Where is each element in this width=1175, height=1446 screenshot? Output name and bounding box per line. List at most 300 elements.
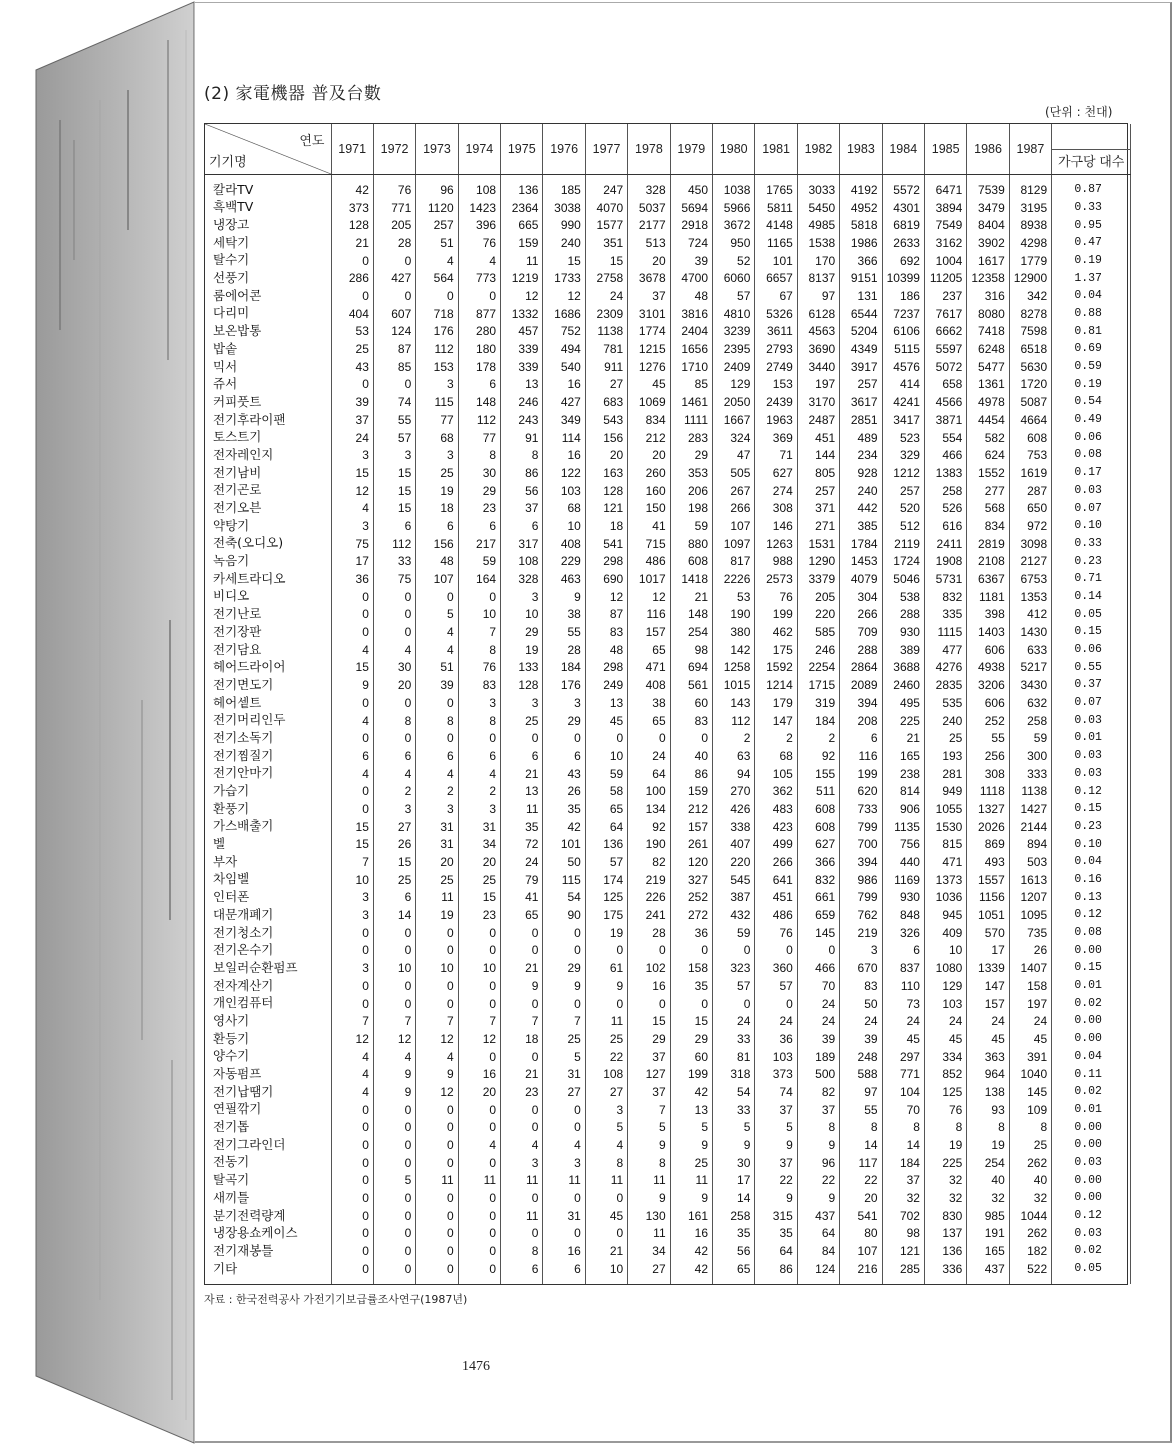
count-cell: 0 [331, 606, 373, 624]
count-cell: 153 [416, 358, 458, 376]
table-row [205, 782, 1131, 800]
count-cell: 0 [501, 729, 543, 747]
count-cell: 814 [882, 782, 924, 800]
count-cell: 535 [924, 694, 966, 712]
per-household-cell: 0.00 [1052, 1012, 1131, 1030]
count-cell: 3479 [967, 199, 1009, 217]
count-cell: 1115 [924, 623, 966, 641]
table-row [205, 995, 1131, 1013]
count-cell: 493 [967, 853, 1009, 871]
count-cell: 1120 [416, 199, 458, 217]
count-cell: 6 [882, 942, 924, 960]
per-household-cell: 0.23 [1052, 552, 1131, 570]
count-cell: 258 [924, 482, 966, 500]
count-cell: 373 [331, 199, 373, 217]
table-row [205, 535, 1131, 553]
count-cell: 338 [713, 818, 755, 836]
count-cell: 0 [458, 942, 500, 960]
count-cell: 328 [501, 570, 543, 588]
count-cell: 45 [924, 1030, 966, 1048]
count-cell: 0 [458, 995, 500, 1013]
per-household-cell: 0.81 [1052, 323, 1131, 341]
count-cell: 272 [670, 906, 712, 924]
count-cell: 56 [713, 1242, 755, 1260]
count-cell: 199 [670, 1065, 712, 1083]
count-cell: 4 [458, 765, 500, 783]
count-cell: 110 [882, 977, 924, 995]
count-cell: 483 [755, 800, 797, 818]
count-cell: 25 [670, 1154, 712, 1172]
count-cell: 20 [585, 446, 627, 464]
appliance-name: 차임벨 [205, 871, 331, 889]
count-cell: 1290 [797, 552, 839, 570]
count-cell: 24 [797, 1012, 839, 1030]
count-cell: 24 [1009, 1012, 1051, 1030]
count-cell: 511 [797, 782, 839, 800]
count-cell: 4 [416, 252, 458, 270]
count-cell: 11 [628, 1225, 670, 1243]
count-cell: 176 [543, 676, 585, 694]
count-cell: 16 [670, 1225, 712, 1243]
count-cell: 6 [416, 517, 458, 535]
count-cell: 624 [967, 446, 1009, 464]
count-cell: 15 [543, 252, 585, 270]
count-cell: 0 [458, 924, 500, 942]
count-cell: 76 [755, 924, 797, 942]
count-cell: 51 [416, 659, 458, 677]
table-row [205, 1065, 1131, 1083]
count-cell: 11 [501, 800, 543, 818]
count-cell: 3417 [882, 411, 924, 429]
per-household-cell: 0.00 [1052, 942, 1131, 960]
count-cell: 437 [797, 1207, 839, 1225]
count-cell: 373 [755, 1065, 797, 1083]
count-cell: 4 [373, 1048, 415, 1066]
count-cell: 4664 [1009, 411, 1051, 429]
count-cell: 3894 [924, 199, 966, 217]
appliance-name: 환등기 [205, 1030, 331, 1048]
appliance-name: 분기전력량계 [205, 1207, 331, 1225]
count-cell: 412 [1009, 606, 1051, 624]
count-cell: 2404 [670, 323, 712, 341]
count-cell: 9 [585, 977, 627, 995]
count-cell: 182 [1009, 1242, 1051, 1260]
count-cell: 59 [1009, 729, 1051, 747]
count-cell: 380 [713, 623, 755, 641]
count-cell: 249 [585, 676, 627, 694]
count-cell: 4938 [967, 659, 1009, 677]
count-cell: 8 [628, 1154, 670, 1172]
count-cell: 540 [543, 358, 585, 376]
count-cell: 3 [501, 588, 543, 606]
count-cell: 466 [924, 446, 966, 464]
per-household-cell: 0.06 [1052, 429, 1131, 447]
year-header: 1980 [713, 124, 755, 175]
count-cell: 184 [797, 712, 839, 730]
count-cell: 65 [713, 1260, 755, 1284]
table-row [205, 800, 1131, 818]
count-cell: 163 [585, 464, 627, 482]
count-cell: 36 [755, 1030, 797, 1048]
count-cell: 198 [670, 499, 712, 517]
count-cell: 246 [797, 641, 839, 659]
count-cell: 607 [373, 305, 415, 323]
count-cell: 160 [628, 482, 670, 500]
count-cell: 36 [331, 570, 373, 588]
count-cell: 81 [713, 1048, 755, 1066]
count-cell: 702 [882, 1207, 924, 1225]
count-cell: 1339 [967, 959, 1009, 977]
count-cell: 6 [501, 747, 543, 765]
count-cell: 0 [331, 995, 373, 1013]
count-cell: 12 [501, 287, 543, 305]
appliance-name: 카세트라디오 [205, 570, 331, 588]
count-cell: 34 [458, 835, 500, 853]
count-cell: 270 [713, 782, 755, 800]
count-cell: 39 [416, 676, 458, 694]
count-cell: 15 [458, 889, 500, 907]
count-cell: 220 [713, 853, 755, 871]
count-cell: 108 [458, 175, 500, 199]
table-row [205, 1101, 1131, 1119]
count-cell: 53 [331, 323, 373, 341]
count-cell: 3239 [713, 323, 755, 341]
count-cell: 6753 [1009, 570, 1051, 588]
count-cell: 2177 [628, 216, 670, 234]
count-cell: 220 [797, 606, 839, 624]
count-cell: 0 [331, 977, 373, 995]
count-cell: 257 [797, 482, 839, 500]
count-cell: 1097 [713, 535, 755, 553]
count-cell: 52 [713, 252, 755, 270]
count-cell: 0 [755, 942, 797, 960]
count-cell: 906 [882, 800, 924, 818]
per-household-cell: 0.33 [1052, 535, 1131, 553]
table-row [205, 835, 1131, 853]
count-cell: 280 [458, 323, 500, 341]
count-cell: 257 [840, 376, 882, 394]
count-cell: 64 [585, 818, 627, 836]
count-cell: 499 [755, 835, 797, 853]
count-cell: 2119 [882, 535, 924, 553]
count-cell: 869 [967, 835, 1009, 853]
count-cell: 5 [755, 1118, 797, 1136]
count-cell: 25 [1009, 1136, 1051, 1154]
count-cell: 24 [585, 287, 627, 305]
count-cell: 199 [840, 765, 882, 783]
count-cell: 112 [373, 535, 415, 553]
count-cell: 389 [882, 641, 924, 659]
count-cell: 773 [458, 269, 500, 287]
count-cell: 4 [331, 712, 373, 730]
count-cell: 585 [797, 623, 839, 641]
per-household-cell: 0.02 [1052, 1242, 1131, 1260]
count-cell: 6 [543, 747, 585, 765]
count-cell: 15 [331, 818, 373, 836]
count-cell: 409 [924, 924, 966, 942]
count-cell: 877 [458, 305, 500, 323]
count-cell: 243 [501, 411, 543, 429]
count-cell: 19 [501, 641, 543, 659]
count-cell: 4 [373, 641, 415, 659]
count-cell: 252 [670, 889, 712, 907]
appliance-name: 칼라TV [205, 175, 331, 199]
count-cell: 440 [882, 853, 924, 871]
count-cell: 0 [373, 287, 415, 305]
count-cell: 84 [797, 1242, 839, 1260]
count-cell: 112 [713, 712, 755, 730]
count-cell: 3162 [924, 234, 966, 252]
per-household-cell: 0.12 [1052, 782, 1131, 800]
count-cell: 41 [501, 889, 543, 907]
count-cell: 0 [501, 1225, 543, 1243]
count-cell: 817 [713, 552, 755, 570]
count-cell: 8278 [1009, 305, 1051, 323]
table-row [205, 694, 1131, 712]
count-cell: 3 [373, 446, 415, 464]
appliance-name: 전기머리인두 [205, 712, 331, 730]
count-cell: 122 [543, 464, 585, 482]
count-cell: 0 [585, 942, 627, 960]
count-cell: 158 [670, 959, 712, 977]
count-cell: 633 [1009, 641, 1051, 659]
count-cell: 59 [458, 552, 500, 570]
count-cell: 144 [797, 446, 839, 464]
count-cell: 8080 [967, 305, 1009, 323]
count-cell: 489 [840, 429, 882, 447]
count-cell: 1373 [924, 871, 966, 889]
count-cell: 0 [331, 1101, 373, 1119]
count-cell: 0 [331, 1189, 373, 1207]
count-cell: 1207 [1009, 889, 1051, 907]
count-cell: 1986 [840, 234, 882, 252]
per-household-cell: 0.12 [1052, 906, 1131, 924]
count-cell: 25 [458, 871, 500, 889]
count-cell: 87 [373, 340, 415, 358]
count-cell: 0 [331, 1242, 373, 1260]
count-cell: 541 [585, 535, 627, 553]
count-cell: 15 [331, 835, 373, 853]
count-cell: 2819 [967, 535, 1009, 553]
count-cell: 0 [501, 924, 543, 942]
count-cell: 27 [373, 818, 415, 836]
count-cell: 105 [755, 765, 797, 783]
count-cell: 3917 [840, 358, 882, 376]
count-cell: 55 [967, 729, 1009, 747]
page-number: 1476 [462, 1359, 490, 1374]
count-cell: 6471 [924, 175, 966, 199]
count-cell: 25 [373, 871, 415, 889]
count-cell: 298 [585, 552, 627, 570]
count-cell: 4 [416, 765, 458, 783]
count-cell: 8 [924, 1118, 966, 1136]
count-cell: 190 [628, 835, 670, 853]
count-cell: 752 [543, 323, 585, 341]
count-cell: 240 [543, 234, 585, 252]
count-cell: 5037 [628, 199, 670, 217]
count-cell: 1219 [501, 269, 543, 287]
count-cell: 35 [713, 1225, 755, 1243]
count-cell: 1427 [1009, 800, 1051, 818]
count-cell: 40 [967, 1172, 1009, 1190]
count-cell: 442 [840, 499, 882, 517]
count-cell: 14 [840, 1136, 882, 1154]
count-cell: 6 [416, 747, 458, 765]
table-row [205, 429, 1131, 447]
count-cell: 164 [458, 570, 500, 588]
count-cell: 362 [755, 782, 797, 800]
count-cell: 683 [585, 393, 627, 411]
count-cell: 143 [713, 694, 755, 712]
count-cell: 463 [543, 570, 585, 588]
count-cell: 11 [416, 889, 458, 907]
count-cell: 3 [501, 1154, 543, 1172]
count-cell: 246 [501, 393, 543, 411]
count-cell: 1036 [924, 889, 966, 907]
year-header: 1971 [331, 124, 373, 175]
count-cell: 387 [713, 889, 755, 907]
count-cell: 471 [924, 853, 966, 871]
count-cell: 505 [713, 464, 755, 482]
count-cell: 1613 [1009, 871, 1051, 889]
count-cell: 107 [416, 570, 458, 588]
count-cell: 326 [882, 924, 924, 942]
count-cell: 42 [670, 1242, 712, 1260]
appliance-name: 전기난로 [205, 606, 331, 624]
count-cell: 147 [755, 712, 797, 730]
count-cell: 0 [331, 782, 373, 800]
count-cell: 3688 [882, 659, 924, 677]
count-cell: 0 [373, 942, 415, 960]
count-cell: 19 [967, 1136, 1009, 1154]
count-cell: 277 [967, 482, 1009, 500]
count-cell: 5 [543, 1048, 585, 1066]
count-cell: 43 [543, 765, 585, 783]
appliance-name: 연필깎기 [205, 1101, 331, 1119]
count-cell: 832 [924, 588, 966, 606]
count-cell: 0 [416, 1136, 458, 1154]
count-cell: 0 [416, 995, 458, 1013]
appliance-name: 전기안마기 [205, 765, 331, 783]
count-cell: 2758 [585, 269, 627, 287]
count-cell: 45 [967, 1030, 1009, 1048]
count-cell: 391 [1009, 1048, 1051, 1066]
count-cell: 451 [797, 429, 839, 447]
table-row [205, 305, 1131, 323]
count-cell: 57 [373, 429, 415, 447]
count-cell: 23 [458, 499, 500, 517]
per-household-cell: 0.05 [1052, 606, 1131, 624]
count-cell: 0 [628, 942, 670, 960]
table-row [205, 1083, 1131, 1101]
count-cell: 781 [585, 340, 627, 358]
appliance-name: 쥬서 [205, 376, 331, 394]
count-cell: 606 [967, 641, 1009, 659]
count-cell: 101 [755, 252, 797, 270]
count-cell: 12 [373, 1030, 415, 1048]
count-cell: 54 [543, 889, 585, 907]
appliance-name: 약탕기 [205, 517, 331, 535]
count-cell: 8137 [797, 269, 839, 287]
appliance-name: 룸에어콘 [205, 287, 331, 305]
per-household-cell: 0.15 [1052, 959, 1131, 977]
count-cell: 76 [924, 1101, 966, 1119]
year-header: 1972 [373, 124, 415, 175]
count-cell: 2 [458, 782, 500, 800]
count-cell: 103 [755, 1048, 797, 1066]
count-cell: 0 [458, 1154, 500, 1172]
count-cell: 339 [501, 358, 543, 376]
count-cell: 9 [755, 1136, 797, 1154]
count-cell: 37 [628, 1083, 670, 1101]
count-cell: 334 [924, 1048, 966, 1066]
per-household-cell: 0.10 [1052, 835, 1131, 853]
count-cell: 30 [373, 659, 415, 677]
count-cell: 715 [628, 535, 670, 553]
count-cell: 20 [840, 1189, 882, 1207]
count-cell: 1720 [1009, 376, 1051, 394]
year-header: 1987 [1009, 124, 1051, 175]
count-cell: 0 [331, 924, 373, 942]
count-cell: 60 [670, 1048, 712, 1066]
count-cell: 0 [458, 1101, 500, 1119]
count-cell: 148 [458, 393, 500, 411]
count-cell: 8 [458, 712, 500, 730]
appliance-name: 가스배출기 [205, 818, 331, 836]
count-cell: 1118 [967, 782, 1009, 800]
count-cell: 15 [373, 464, 415, 482]
table-row [205, 1242, 1131, 1260]
table-row [205, 570, 1131, 588]
count-cell: 51 [416, 234, 458, 252]
count-cell: 1263 [755, 535, 797, 553]
count-cell: 35 [543, 800, 585, 818]
count-cell: 771 [882, 1065, 924, 1083]
count-cell: 1327 [967, 800, 1009, 818]
per-household-cell: 0.01 [1052, 977, 1131, 995]
count-cell: 661 [797, 889, 839, 907]
count-cell: 1038 [713, 175, 755, 199]
table-row [205, 1172, 1131, 1190]
count-cell: 6 [501, 1260, 543, 1284]
count-cell: 404 [331, 305, 373, 323]
count-cell: 324 [713, 429, 755, 447]
count-cell: 13 [501, 782, 543, 800]
count-cell: 61 [585, 959, 627, 977]
per-household-header: 가구당 대수 [1051, 149, 1130, 174]
count-cell: 665 [501, 216, 543, 234]
count-cell: 0 [373, 1242, 415, 1260]
per-household-cell: 0.12 [1052, 1207, 1131, 1225]
count-cell: 120 [670, 853, 712, 871]
count-cell: 0 [331, 1260, 373, 1284]
count-cell: 97 [797, 287, 839, 305]
count-cell: 20 [458, 1083, 500, 1101]
count-cell: 57 [713, 287, 755, 305]
count-cell: 104 [882, 1083, 924, 1101]
count-cell: 37 [628, 1048, 670, 1066]
count-cell: 55 [373, 411, 415, 429]
count-cell: 15 [373, 482, 415, 500]
count-cell: 24 [967, 1012, 1009, 1030]
appliance-name: 전기온수기 [205, 942, 331, 960]
count-cell: 40 [670, 747, 712, 765]
count-cell: 911 [585, 358, 627, 376]
count-cell: 5326 [755, 305, 797, 323]
year-header: 1975 [501, 124, 543, 175]
count-cell: 16 [628, 977, 670, 995]
count-cell: 70 [797, 977, 839, 995]
